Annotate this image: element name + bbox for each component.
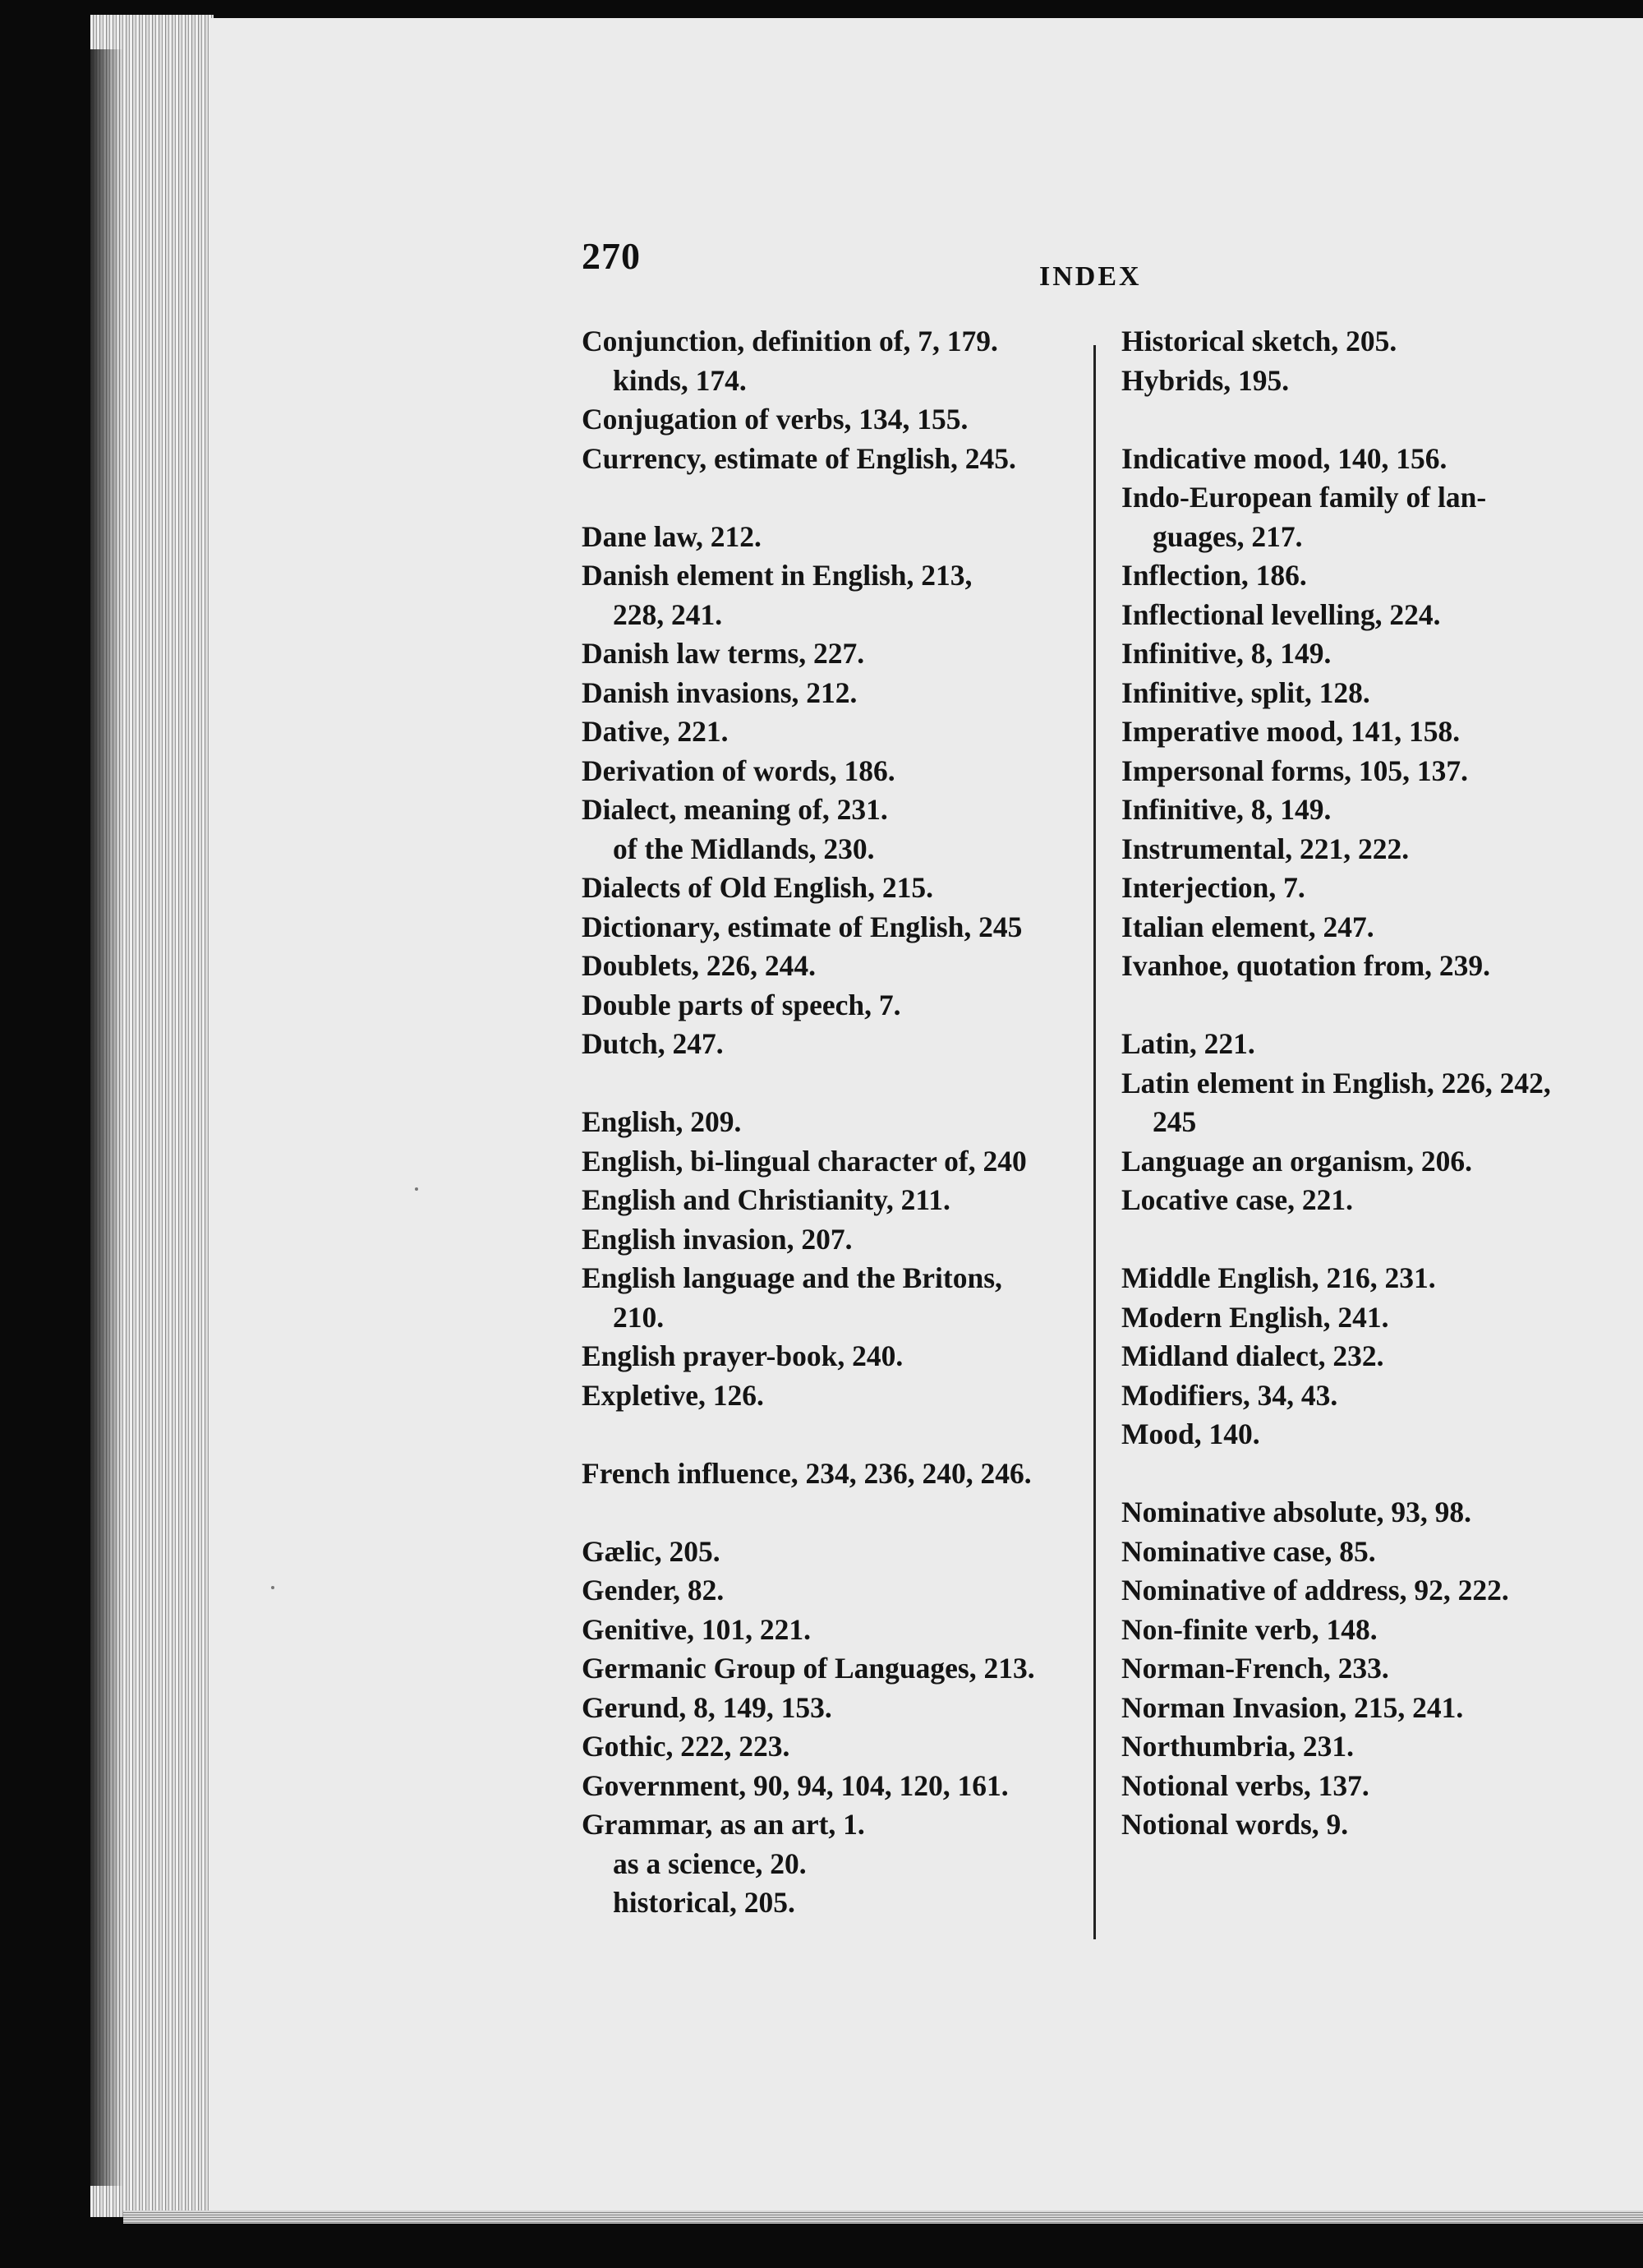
book-bottom-edge [123, 2210, 1643, 2224]
index-entry: English language and the Britons, [582, 1261, 1002, 1294]
index-entry: Norman-French, 233. [1121, 1652, 1389, 1685]
index-entry: Double parts of speech, 7. [582, 988, 901, 1021]
index-entry: Italian element, 247. [1121, 910, 1374, 943]
index-entry: Danish invasions, 212. [582, 675, 858, 709]
index-entry: Germanic Group of Languages, 213. [582, 1652, 1035, 1685]
index-subentry: kinds, 174. [613, 363, 747, 397]
index-entry: Latin element in English, 226, 242, [1121, 1066, 1551, 1099]
index-entry: Doublets, 226, 244. [582, 949, 817, 982]
index-subentry: of the Midlands, 230. [613, 832, 875, 865]
index-entry: Dialects of Old English, 215. [582, 871, 934, 904]
running-head: INDEX [1039, 261, 1142, 292]
index-subentry: as a science, 20. [613, 1846, 807, 1880]
index-entry: French influence, 234, 236, 240, 246. [582, 1456, 1032, 1490]
index-entry: English, bi-lingual character of, 240 [582, 1144, 1027, 1178]
index-section-gap [582, 1493, 1075, 1533]
index-entry: Genitive, 101, 221. [582, 1612, 812, 1646]
index-entry: Inflectional levelling, 224. [1121, 597, 1441, 631]
index-entry: Conjugation of verbs, 134, 155. [582, 403, 969, 436]
index-entry: Infinitive, 8, 149. [1121, 793, 1332, 826]
index-section-gap [1121, 400, 1614, 440]
index-entry: Gælic, 205. [582, 1534, 720, 1568]
index-entry: Instrumental, 221, 222. [1121, 832, 1410, 865]
index-entry: Notional words, 9. [1121, 1808, 1349, 1841]
index-entry: Indicative mood, 140, 156. [1121, 441, 1447, 475]
index-entry: Dative, 221. [582, 715, 729, 748]
index-entry: Ivanhoe, quotation from, 239. [1121, 949, 1491, 982]
index-entry: Northumbria, 231. [1121, 1730, 1355, 1763]
index-entry: Infinitive, 8, 149. [1121, 637, 1332, 670]
paper-speck [271, 1586, 274, 1589]
index-entry: Locative case, 221. [1121, 1183, 1353, 1216]
index-entry: Nominative absolute, 93, 98. [1121, 1496, 1471, 1528]
index-entry: Currency, estimate of English, 245. [582, 441, 1016, 475]
index-entry: Infinitive, split, 128. [1121, 675, 1370, 709]
index-subentry: 245 [1153, 1105, 1197, 1138]
index-entry: Latin, 221. [1121, 1027, 1255, 1060]
index-entry: Modifiers, 34, 43. [1121, 1378, 1338, 1412]
index-entry: Interjection, 7. [1121, 871, 1305, 904]
index-entry: Mood, 140. [1121, 1418, 1260, 1450]
column-divider [1093, 345, 1096, 1939]
index-section-gap [1121, 1220, 1614, 1260]
index-section-gap [582, 1064, 1075, 1104]
index-entry: Grammar, as an art, 1. [582, 1808, 865, 1841]
index-entry: Danish element in English, 213, [582, 559, 973, 592]
index-entry: Midland dialect, 232. [1121, 1339, 1384, 1372]
paper-speck [415, 1187, 418, 1191]
index-subentry: guages, 217. [1153, 519, 1303, 553]
index-entry: Nominative case, 85. [1121, 1534, 1376, 1568]
index-entry: Impersonal forms, 105, 137. [1121, 754, 1469, 787]
index-entry: Norman Invasion, 215, 241. [1121, 1690, 1464, 1724]
index-entry: Derivation of words, 186. [582, 754, 895, 787]
index-entry: Middle English, 216, 231. [1121, 1261, 1436, 1294]
index-entry: Dictionary, estimate of English, 245 [582, 910, 1023, 943]
index-entry: Imperative mood, 141, 158. [1121, 715, 1461, 748]
index-subentry: 228, 241. [613, 597, 723, 631]
index-section-gap [1121, 986, 1614, 1026]
index-entry: Dane law, 212. [582, 519, 762, 553]
index-entry: English invasion, 207. [582, 1222, 853, 1256]
index-entry: Modern English, 241. [1121, 1300, 1389, 1334]
index-entry: Dialect, meaning of, 231. [582, 793, 888, 826]
index-entry: Gerund, 8, 149, 153. [582, 1690, 832, 1724]
index-entry: Inflection, 186. [1121, 559, 1307, 592]
index-subentry: 210. [613, 1300, 665, 1334]
index-entry: Conjunction, definition of, 7, 179. [582, 325, 998, 357]
index-section-gap [582, 478, 1075, 518]
gutter-shadow [90, 49, 123, 2186]
index-entry: Hybrids, 195. [1121, 363, 1290, 397]
index-subentry: historical, 205. [613, 1886, 795, 1919]
index-entry: Notional verbs, 137. [1121, 1768, 1369, 1802]
index-entry: Gothic, 222, 223. [582, 1730, 790, 1763]
index-entry: Government, 90, 94, 104, 120, 161. [582, 1768, 1009, 1802]
index-entry: English, 209. [582, 1105, 742, 1138]
index-entry: Danish law terms, 227. [582, 637, 865, 670]
index-entry: Dutch, 247. [582, 1027, 724, 1060]
index-entry: English and Christianity, 211. [582, 1183, 950, 1216]
index-column-right [1121, 322, 1614, 1845]
index-entry: Expletive, 126. [582, 1378, 764, 1412]
index-column-left [582, 322, 1075, 1923]
index-entry: Indo-European family of lan- [1121, 481, 1487, 514]
index-entry: Historical sketch, 205. [1121, 325, 1397, 357]
index-entry: Nominative of address, 92, 222. [1121, 1574, 1509, 1606]
page-number: 270 [582, 235, 641, 277]
index-section-gap [582, 1415, 1075, 1454]
index-entry: Non-finite verb, 148. [1121, 1612, 1378, 1646]
index-section-gap [1121, 1454, 1614, 1494]
index-entry: Gender, 82. [582, 1574, 725, 1606]
index-entry: English prayer-book, 240. [582, 1339, 904, 1372]
index-entry: Language an organism, 206. [1121, 1144, 1473, 1178]
